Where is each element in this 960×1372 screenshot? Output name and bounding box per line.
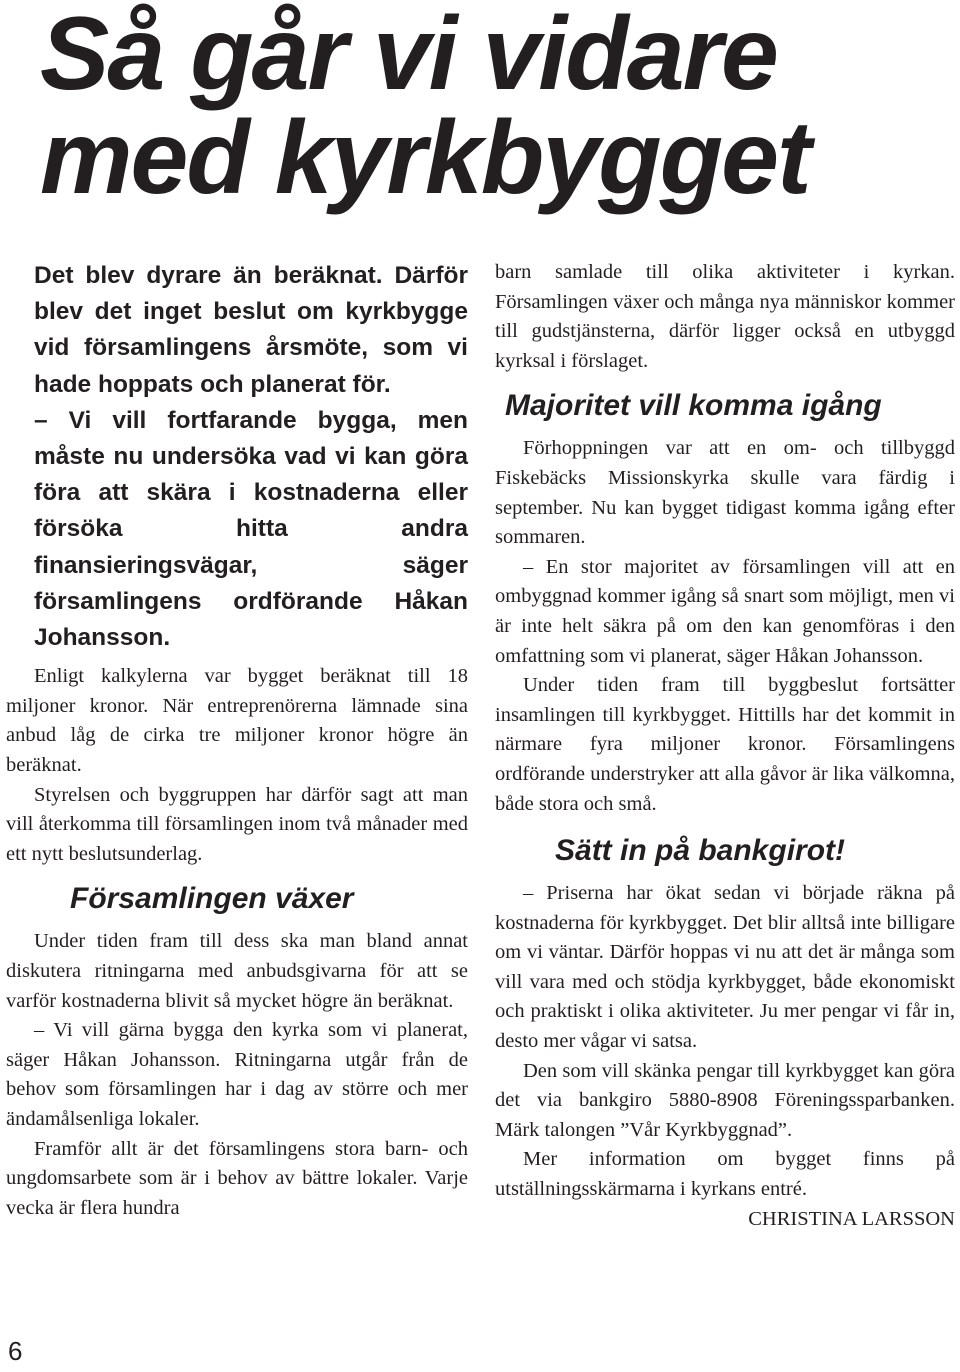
- body-paragraph: Den som vill skänka pengar till kyrkbygget kan göra det via bankgiro 5880-8908 Föreningssparbanken. Märk talongen ”Vår Kyrkbyggnad”.: [495, 1059, 955, 1141]
- subheading: Sätt in på bankgirot!: [555, 834, 846, 868]
- right-column: [495, 258, 955, 1234]
- body-paragraph: Framför allt är det församlingens stora barn- och ungdomsarbete som är i behov av bättre lokaler. Varje vecka är flera hundra: [6, 1137, 468, 1219]
- body-paragraph: – En stor majoritet av församlingen vill att en ombyggnad kommer igång så snart som möjligt, men vi är inte helt säkra på om den kan genomföras i den omfattning som vi planerat, säger Håkan Johansson.: [495, 555, 955, 667]
- body-paragraph: – Vi vill gärna bygga den kyrka som vi planerat, säger Håkan Johansson. Ritningarna utgår från de behov som församlingen har i dag av större och mer ändamålsenliga lokaler.: [6, 1019, 468, 1130]
- body-paragraph: Enligt kalkylerna var bygget beräknat till 18 miljoner kronor. När entreprenörerna lämnade sina anbud låg de cirka tre miljoner kronor högre än beräknat.: [6, 665, 468, 777]
- body-paragraph: Mer information om bygget finns på utställningsskärmarna i kyrkans entré.: [495, 1148, 955, 1201]
- body-paragraph: Styrelsen och byggruppen har därför sagt att man vill återkomma till församlingen inom två månader med ett nytt beslutsunderlag.: [6, 783, 468, 865]
- body-paragraph: – Priserna har ökat sedan vi började räkna på kostnaderna för kyrkbygget. Det blir alltså inte billigare om vi väntar. Därför hoppas vi nu att det är många som vill vara med och stödja kyrkbygget, både ekonomiskt och praktiskt i olika aktiviteter. Ju mer pengar vi får in, desto mer vågar vi satsa.: [495, 882, 955, 1053]
- byline: CHRISTINA LARSSON: [748, 1207, 955, 1230]
- subheading: Församlingen växer: [70, 882, 354, 916]
- title-line-1: Så går vi vidare: [40, 0, 777, 112]
- subheading: Majoritet vill komma igång: [505, 389, 882, 423]
- article-title: [40, 0, 955, 216]
- body-paragraph: Förhoppningen var att en om- och tillbyggd Fiskebäcks Missionskyrka skulle vara färdig i september. Nu kan bygget tidigast komma igång efter sommaren.: [495, 437, 955, 549]
- body-paragraph: barn samlade till olika aktiviteter i kyrkan. Församlingen växer och många nya människor kommer till gudstjänsterna, därför ligger också en utbyggd kyrksal i förslaget.: [495, 261, 955, 372]
- page-number: 6: [8, 1336, 23, 1366]
- body-paragraph: Under tiden fram till byggbeslut fortsätter insamlingen till kyrkbygget. Hittills har det kommit in närmare fyra miljoner kronor. Församlingens ordförande understryker att alla gåvor är lika välkomna, både stora och små.: [495, 674, 955, 815]
- left-column: [6, 258, 468, 1223]
- title-line-2: med kyrkbygget: [40, 100, 810, 216]
- lead-paragraph: Det blev dyrare än beräknat. Därför blev det inget beslut om kyrkbygge vid församlingens årsmöte, som vi hade hoppats och planerat för.: [34, 262, 468, 398]
- lead-quote: – Vi vill fortfarande bygga, men måste nu undersöka vad vi kan göra föra att skära i kostnaderna eller försöka hitta andra finansieringsvägar, säger församlingens ordförande Håkan Johansson.: [34, 406, 468, 652]
- body-paragraph: Under tiden fram till dess ska man bland annat diskutera ritningarna med anbudsgivarna för att se varför kostnaderna blivit så mycket högre än beräknat.: [6, 930, 468, 1012]
